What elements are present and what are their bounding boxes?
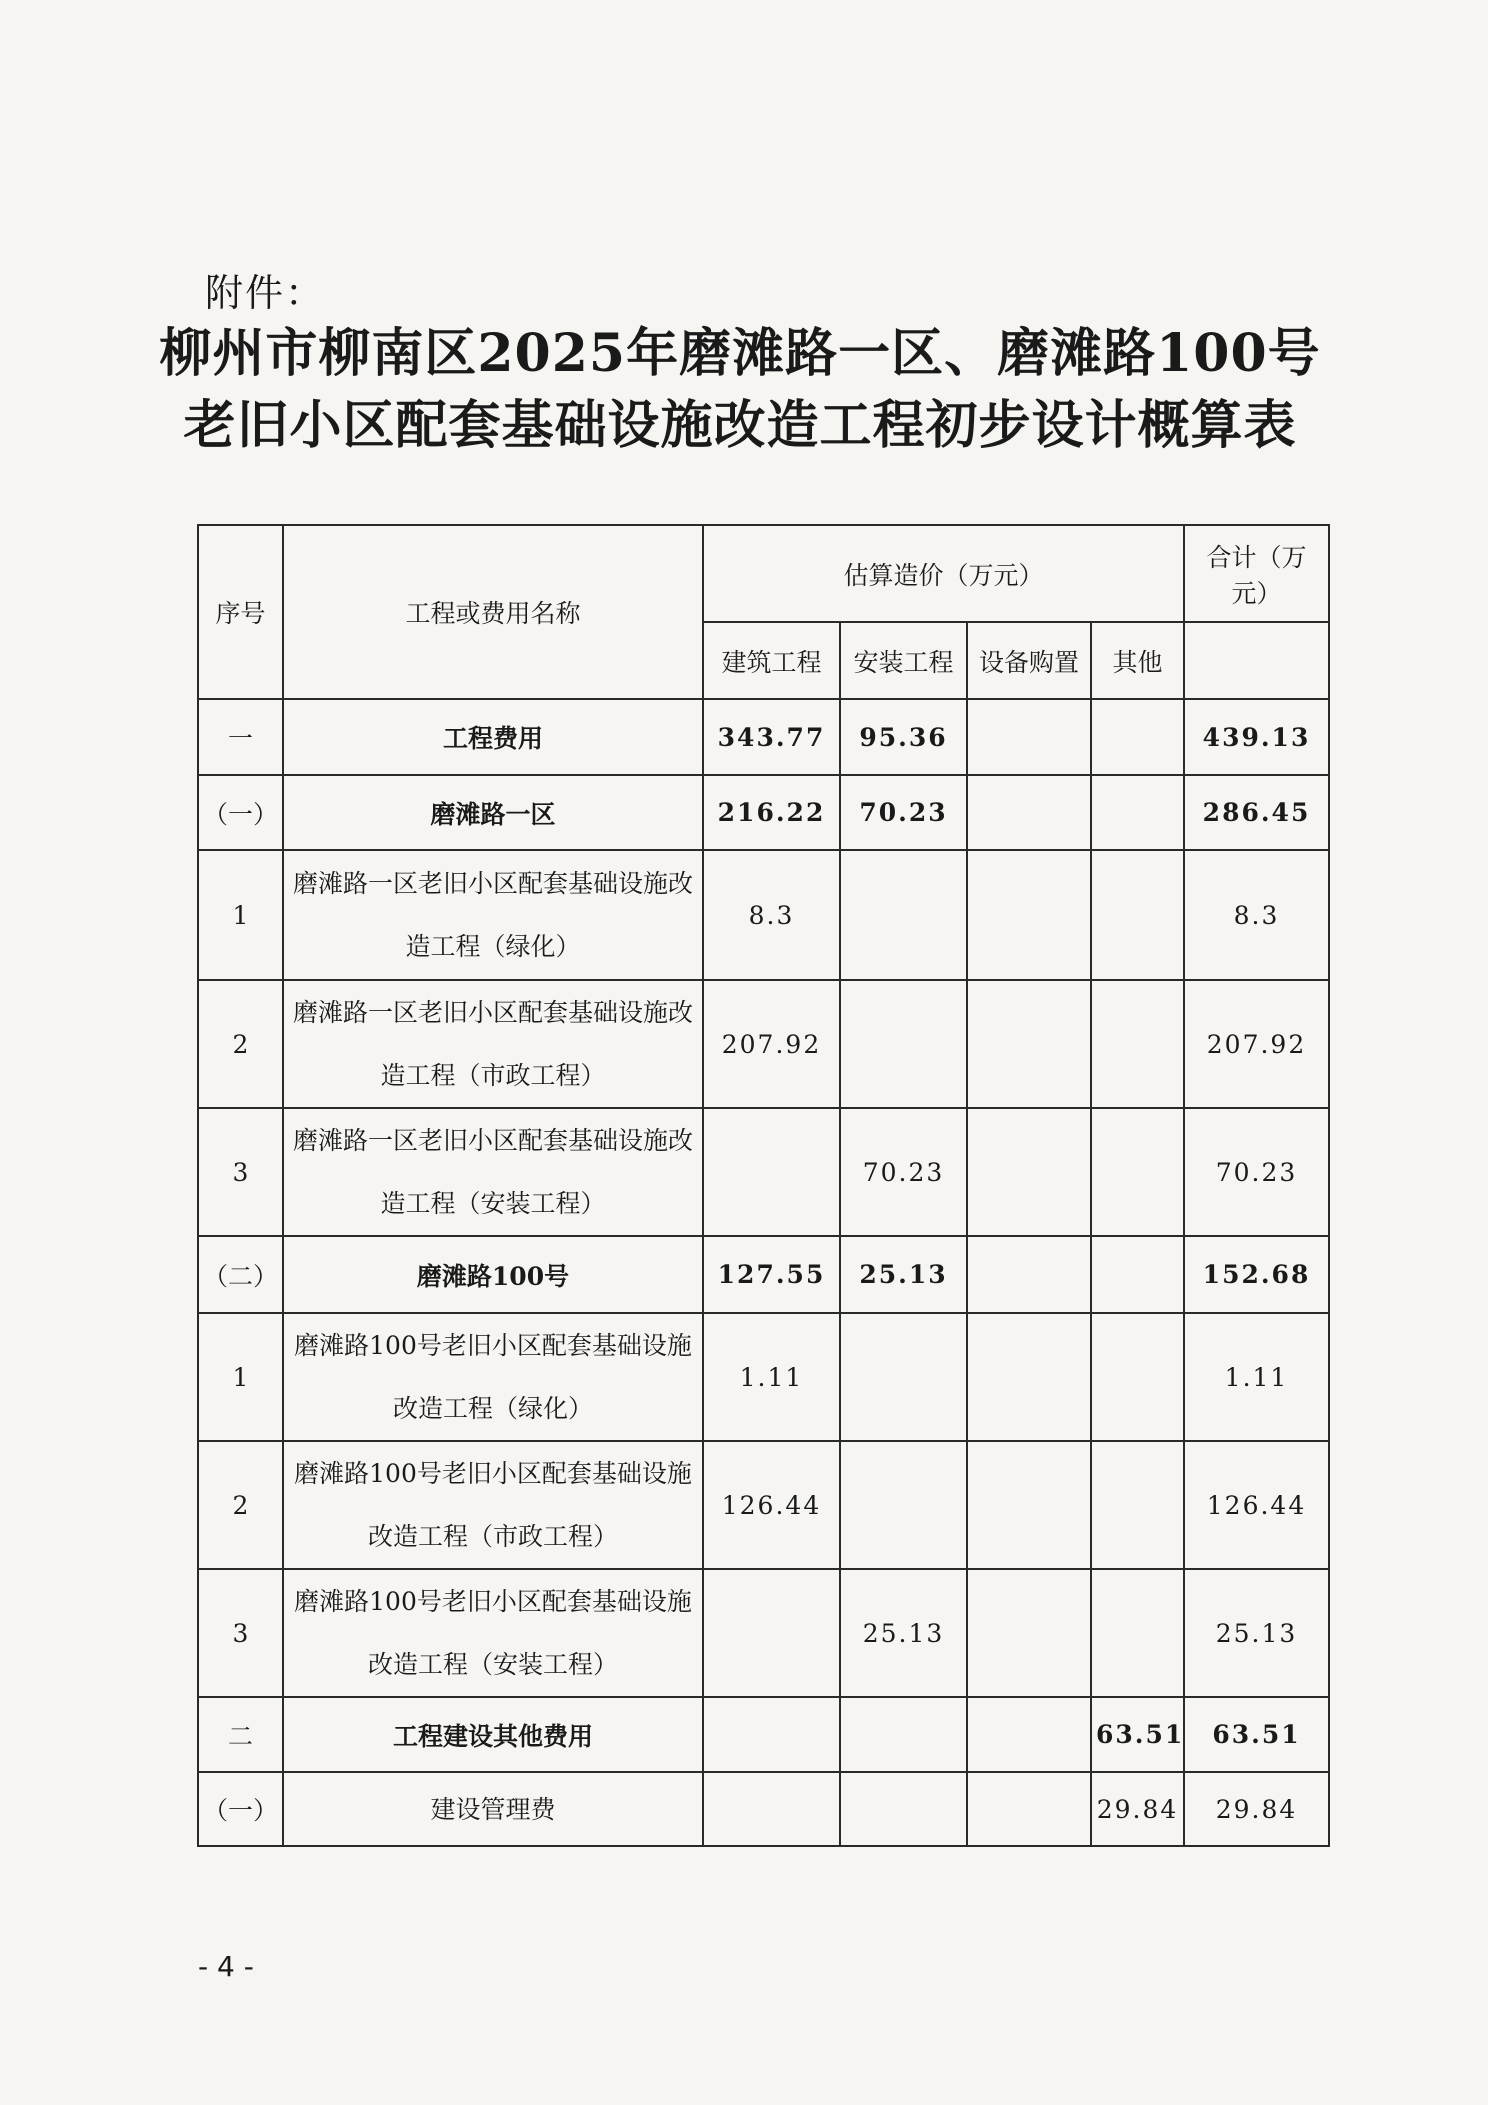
table-row bbox=[198, 1772, 1329, 1846]
table-row bbox=[198, 850, 1329, 980]
cell-installation bbox=[840, 1313, 967, 1441]
cell-equipment bbox=[967, 1313, 1091, 1441]
cell-total: 63.51 bbox=[1184, 1697, 1329, 1772]
cell-other bbox=[1091, 775, 1184, 850]
cell-seq: （二） bbox=[198, 1236, 283, 1313]
cell-installation bbox=[840, 1697, 967, 1772]
cell-construction: 207.92 bbox=[703, 980, 840, 1108]
header-equipment: 设备购置 bbox=[967, 622, 1091, 699]
cell-other bbox=[1091, 1236, 1184, 1313]
cell-total: 25.13 bbox=[1184, 1569, 1329, 1697]
cell-name: 磨滩路100号老旧小区配套基础设施改造工程（绿化） bbox=[283, 1313, 703, 1441]
cell-total: 70.23 bbox=[1184, 1108, 1329, 1236]
cell-total: 439.13 bbox=[1184, 699, 1329, 775]
table-row bbox=[198, 1313, 1329, 1441]
cell-name: 磨滩路一区老旧小区配套基础设施改造工程（市政工程） bbox=[283, 980, 703, 1108]
cell-total: 29.84 bbox=[1184, 1772, 1329, 1846]
cell-seq: 一 bbox=[198, 699, 283, 775]
cell-other bbox=[1091, 980, 1184, 1108]
cell-installation: 25.13 bbox=[840, 1569, 967, 1697]
cell-name: 磨滩路一区老旧小区配套基础设施改造工程（安装工程） bbox=[283, 1108, 703, 1236]
cell-construction bbox=[703, 1697, 840, 1772]
cell-installation: 70.23 bbox=[840, 775, 967, 850]
cell-equipment bbox=[967, 699, 1091, 775]
cell-name: 磨滩路一区 bbox=[283, 775, 703, 850]
cell-equipment bbox=[967, 1772, 1091, 1846]
cell-installation: 25.13 bbox=[840, 1236, 967, 1313]
cell-total: 8.3 bbox=[1184, 850, 1329, 980]
cell-seq: 1 bbox=[198, 1313, 283, 1441]
cell-seq: 2 bbox=[198, 1441, 283, 1569]
cell-construction bbox=[703, 1108, 840, 1236]
header-name: 工程或费用名称 bbox=[283, 525, 703, 699]
document-title: 柳州市柳南区2025年磨滩路一区、磨滩路100号老旧小区配套基础设施改造工程初步设计概算表 bbox=[159, 323, 1321, 456]
table-row bbox=[198, 1236, 1329, 1313]
cell-equipment bbox=[967, 850, 1091, 980]
cell-seq: 3 bbox=[198, 1569, 283, 1697]
cell-construction: 8.3 bbox=[703, 850, 840, 980]
cell-name: 磨滩路100号老旧小区配套基础设施改造工程（安装工程） bbox=[283, 1569, 703, 1697]
table-row bbox=[198, 1569, 1329, 1697]
cell-construction bbox=[703, 1569, 840, 1697]
cell-installation bbox=[840, 980, 967, 1108]
cell-construction bbox=[703, 1772, 840, 1846]
cell-construction: 216.22 bbox=[703, 775, 840, 850]
cell-equipment bbox=[967, 1569, 1091, 1697]
table-row bbox=[198, 1441, 1329, 1569]
cell-other: 63.51 bbox=[1091, 1697, 1184, 1772]
cell-equipment bbox=[967, 980, 1091, 1108]
cell-construction: 1.11 bbox=[703, 1313, 840, 1441]
table-body bbox=[198, 699, 1329, 1846]
table-row bbox=[198, 1108, 1329, 1236]
cell-seq: 二 bbox=[198, 1697, 283, 1772]
table-row bbox=[198, 775, 1329, 850]
cell-seq: （一） bbox=[198, 1772, 283, 1846]
cell-name: 工程建设其他费用 bbox=[283, 1697, 703, 1772]
cell-seq: （一） bbox=[198, 775, 283, 850]
header-other: 其他 bbox=[1091, 622, 1184, 699]
cell-name: 磨滩路100号老旧小区配套基础设施改造工程（市政工程） bbox=[283, 1441, 703, 1569]
cell-other bbox=[1091, 1441, 1184, 1569]
cell-equipment bbox=[967, 1697, 1091, 1772]
cell-seq: 2 bbox=[198, 980, 283, 1108]
cell-total: 207.92 bbox=[1184, 980, 1329, 1108]
cell-installation bbox=[840, 850, 967, 980]
cell-equipment bbox=[967, 1441, 1091, 1569]
cell-construction: 126.44 bbox=[703, 1441, 840, 1569]
cell-construction: 127.55 bbox=[703, 1236, 840, 1313]
cell-name: 磨滩路100号 bbox=[283, 1236, 703, 1313]
table-row bbox=[198, 699, 1329, 775]
estimate-table bbox=[197, 524, 1330, 1847]
cell-total: 126.44 bbox=[1184, 1441, 1329, 1569]
header-construction: 建筑工程 bbox=[703, 622, 840, 699]
cell-equipment bbox=[967, 1236, 1091, 1313]
header-seq: 序号 bbox=[198, 525, 283, 699]
cell-installation: 70.23 bbox=[840, 1108, 967, 1236]
page-number: - 4 - bbox=[198, 1950, 254, 1983]
cell-total: 286.45 bbox=[1184, 775, 1329, 850]
cell-other bbox=[1091, 699, 1184, 775]
cell-installation: 95.36 bbox=[840, 699, 967, 775]
cell-seq: 3 bbox=[198, 1108, 283, 1236]
cell-equipment bbox=[967, 1108, 1091, 1236]
attachment-label: 附件： bbox=[205, 271, 326, 315]
header-installation: 安装工程 bbox=[840, 622, 967, 699]
header-total: 合计（万元） bbox=[1184, 525, 1329, 622]
cell-name: 工程费用 bbox=[283, 699, 703, 775]
cell-total: 152.68 bbox=[1184, 1236, 1329, 1313]
cell-total: 1.11 bbox=[1184, 1313, 1329, 1441]
header-total-blank bbox=[1184, 622, 1329, 699]
cell-equipment bbox=[967, 775, 1091, 850]
cell-installation bbox=[840, 1772, 967, 1846]
cell-other bbox=[1091, 1108, 1184, 1236]
cell-other bbox=[1091, 1569, 1184, 1697]
cell-seq: 1 bbox=[198, 850, 283, 980]
table-row bbox=[198, 1697, 1329, 1772]
header-estimate-group: 估算造价（万元） bbox=[703, 525, 1184, 622]
cell-other bbox=[1091, 1313, 1184, 1441]
cell-other bbox=[1091, 850, 1184, 980]
cell-other: 29.84 bbox=[1091, 1772, 1184, 1846]
table-row bbox=[198, 980, 1329, 1108]
cell-construction: 343.77 bbox=[703, 699, 840, 775]
cell-installation bbox=[840, 1441, 967, 1569]
cell-name: 磨滩路一区老旧小区配套基础设施改造工程（绿化） bbox=[283, 850, 703, 980]
cell-name: 建设管理费 bbox=[283, 1772, 703, 1846]
